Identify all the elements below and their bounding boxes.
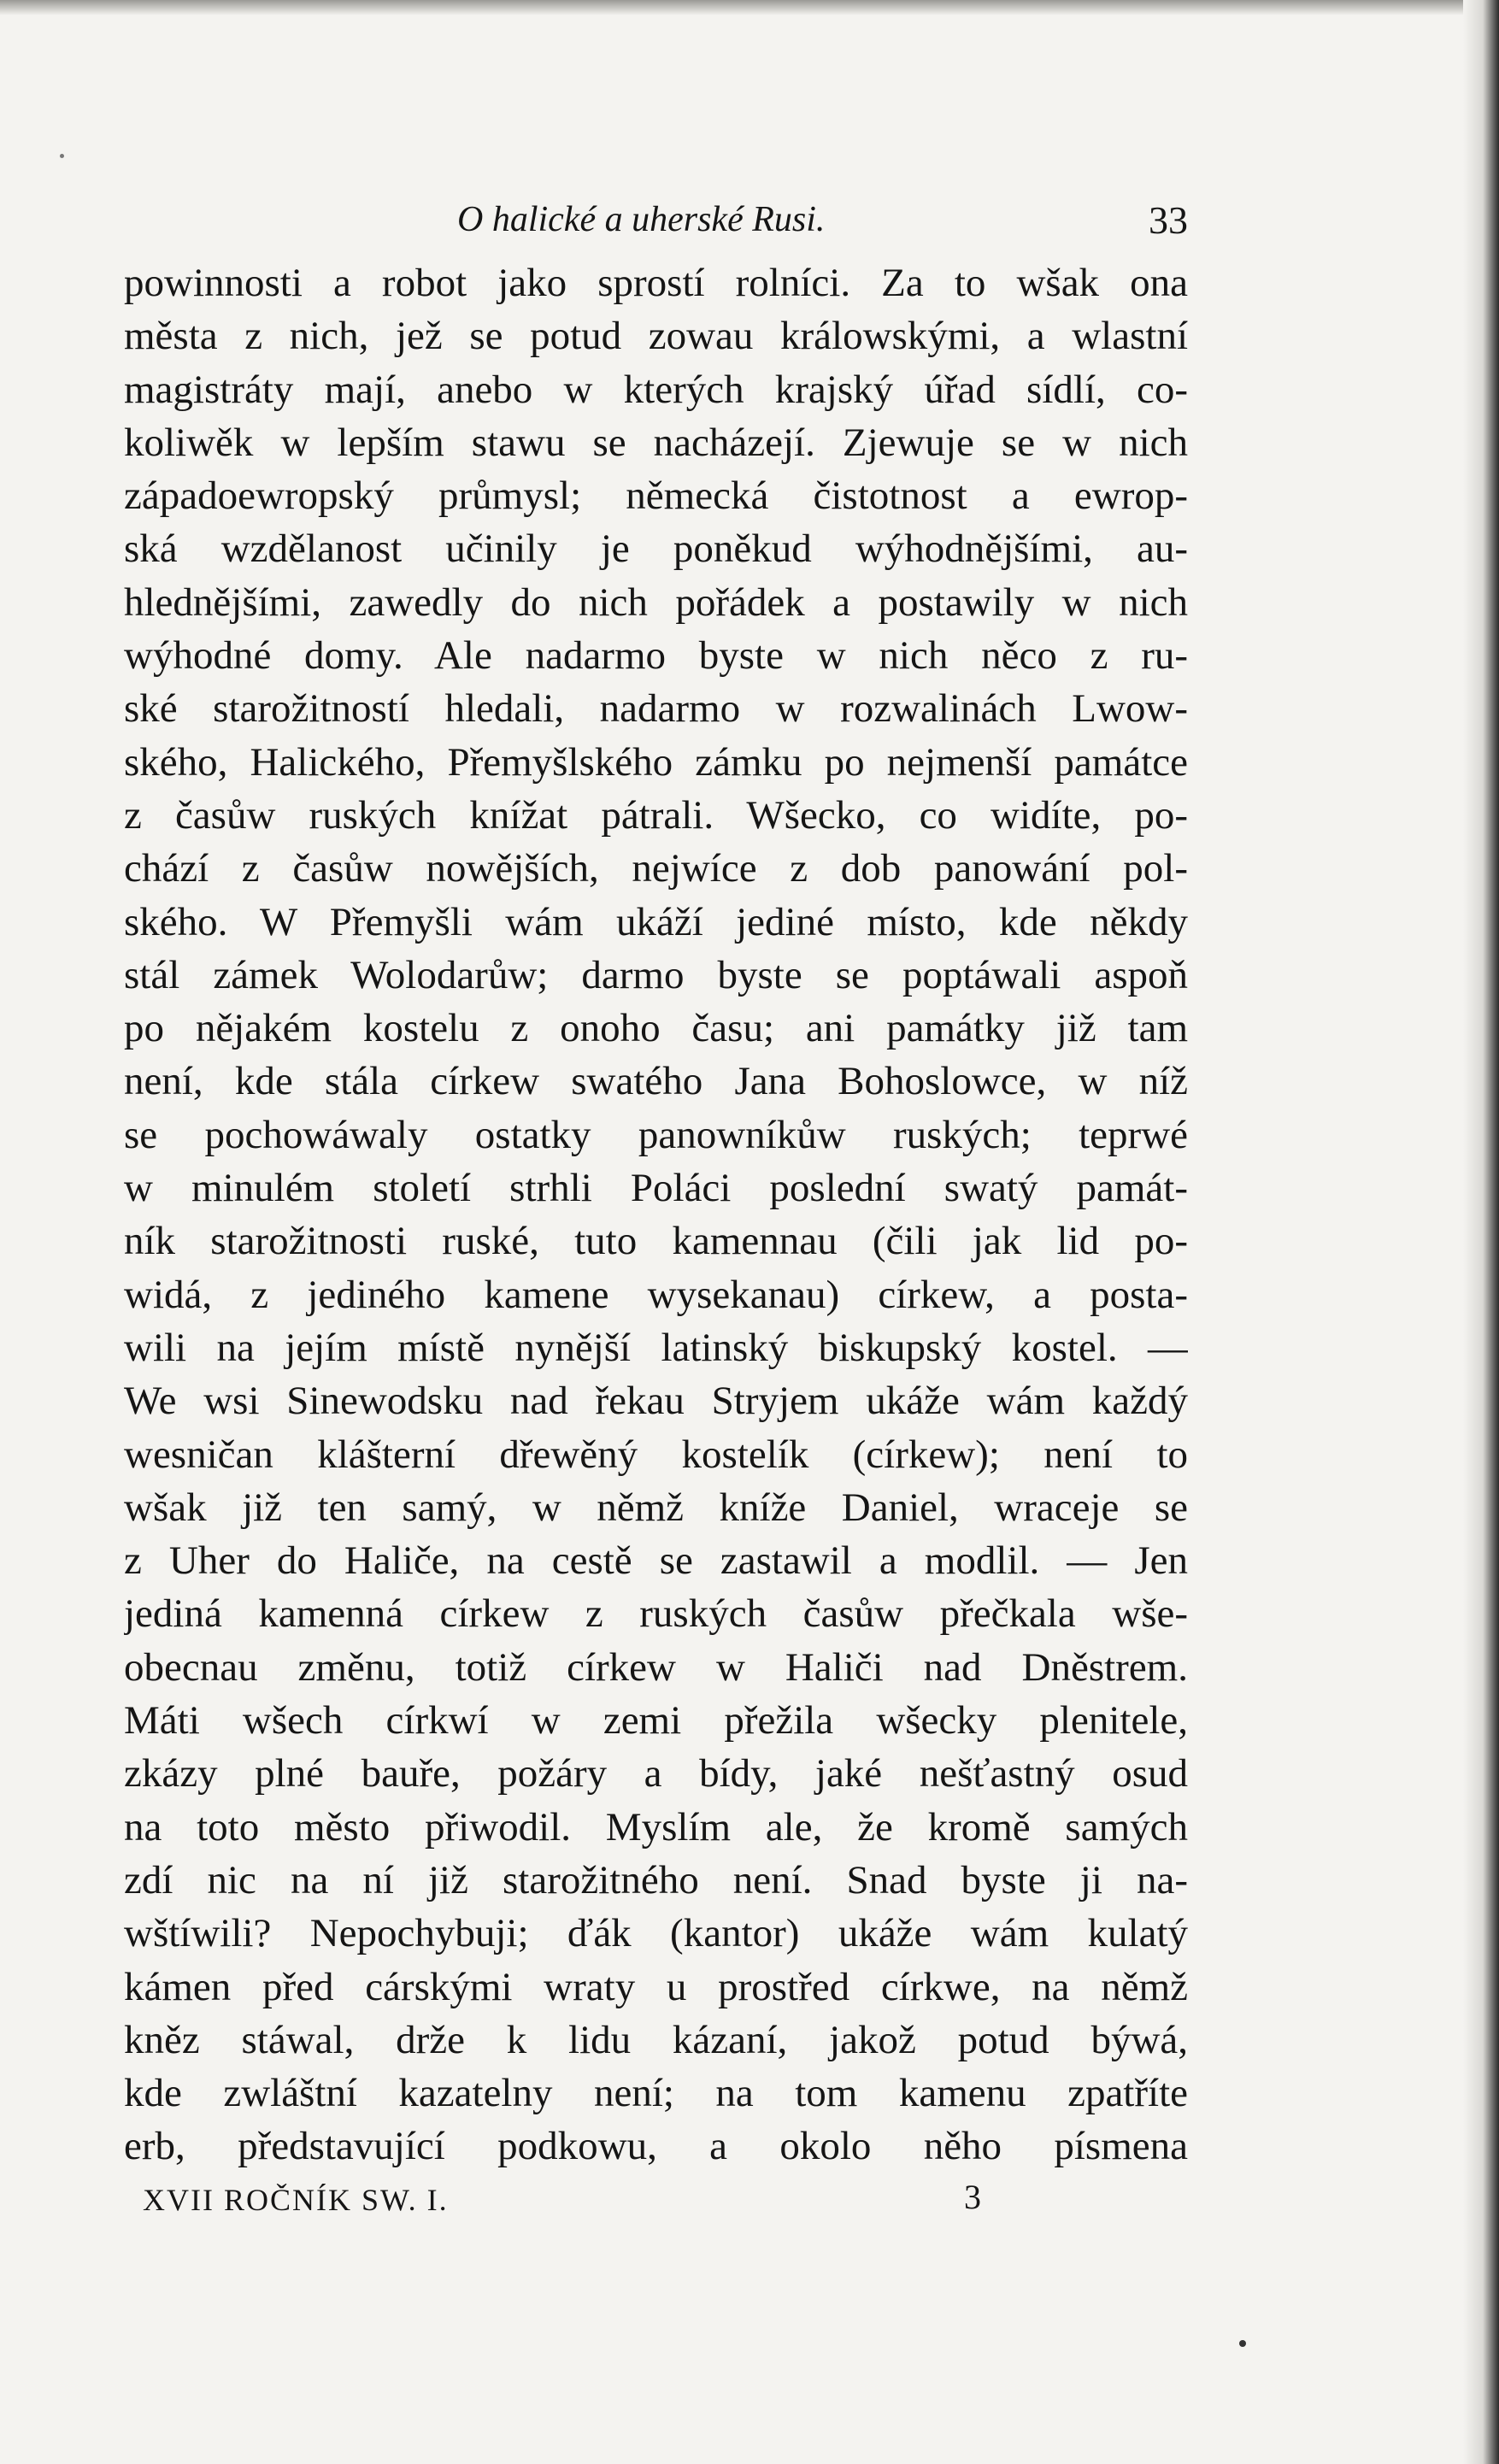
text-line: chází z časůw nowějších, nejwíce z dob panowání pol- [124,846,1188,891]
text-line: z časůw ruských knížat pátrali. Wšecko, co widíte, po- [124,792,1188,838]
running-header [124,184,1188,252]
text-line: wesničan klášterní dřewěný kostelík (církew); není to [124,1432,1188,1477]
text-line: z Uher do Haliče, na cestě se zastawil a modlil. — Jen [124,1538,1188,1584]
gathering-number: 3 [964,2177,983,2216]
text-line: kámen před cárskými wraty u prostřed církwe, na němž [124,1964,1188,2009]
text-line: není, kde stála církew swatého Jana Bohoslowce, w níž [124,1059,1188,1104]
text-line: widá, z jediného kamene wysekanau) církew, a posta- [124,1272,1188,1317]
text-line: w minulém století strhli Poláci poslední swatý památ- [124,1166,1188,1211]
text-line: We wsi Sinewodsku nad řekau Stryjem ukáže wám každý [124,1379,1188,1424]
text-line: se pochowáwaly ostatky panowníkůw ruských; teprwé [124,1112,1188,1157]
scan-binding-shadow [1463,0,1499,2464]
text-line: powinnosti a robot jako sprostí rolníci. Za to wšak ona [124,261,1188,305]
text-line: erb, představující podkowu, a okolo něho písmena [124,2124,1188,2169]
body-text [124,256,1188,2173]
text-line: města z nich, jež se potud zowau králowskými, a wlastní [124,314,1188,359]
text-line: kněz stáwal, drže k lidu kázaní, jakož potud býwá, [124,2017,1188,2062]
printer-signature [124,2175,1188,2226]
scan-speck [60,154,64,158]
text-line: po nějakém kostelu z onoho času; ani památky již tam [124,1006,1188,1051]
text-line: obecnau změnu, totiž církew w Haliči nad Dněstrem. [124,1644,1188,1690]
text-line: zkázy plné bauře, požáry a bídy, jaké nešťastný osud [124,1751,1188,1797]
text-line: hlednějšími, zawedly do nich pořádek a postawily w nich [124,579,1188,625]
text-line: wili na jejím místě nynější latinský biskupský kostel. — [124,1325,1188,1370]
text-line: koliwěk w lepším stawu se nacházejí. Zjewuje se w nich [124,420,1188,465]
text-line: magistráty mají, anebo w kterých krajský úřad sídlí, co- [124,367,1188,412]
text-line: západoewropský průmysl; německá čistotnost a ewrop- [124,473,1188,519]
text-line: Máti wšech církwí w zemi přežila wšecky plenitele, [124,1698,1188,1744]
text-line: ského. W Přemyšli wám ukáží jediné místo, kde někdy [124,899,1188,944]
text-line: ské starožitností hledali, nadarmo w rozwalinách Lwow- [124,686,1188,732]
text-line: wšak již ten samý, w němž kníže Daniel, wraceje se [124,1485,1188,1530]
signature-mark: XVII ROČNÍK SW. I. [143,2182,449,2217]
text-line: wýhodné domy. Ale nadarmo byste w nich něco z ru- [124,633,1188,679]
text-line: wštíwili? Nepochybuji; ďák (kantor) ukáže wám kulatý [124,1911,1188,1956]
text-line: zdí nic na ní již starožitného není. Snad byste ji na- [124,1857,1188,1902]
scan-speck [1239,2340,1246,2347]
text-line: ského, Halického, Přemyšlského zámku po nejmenší památce [124,739,1188,785]
book-page [124,184,1188,2226]
text-line: na toto město přiwodil. Myslím ale, že kromě samých [124,1804,1188,1849]
text-line: ská wzdělanost učinily je poněkud wýhodnějšími, au- [124,526,1188,572]
text-line: jediná kamenná církew z ruských časůw přečkala wše- [124,1591,1188,1637]
text-line: ník starožitnosti ruské, tuto kamennau (čili jak lid po- [124,1219,1188,1264]
scan-top-edge [0,0,1499,15]
running-title: O halické a uherské Rusi. [457,200,826,239]
page-number: 33 [1149,198,1188,242]
text-line: stál zámek Wolodarůw; darmo byste se poptáwali aspoň [124,952,1188,997]
text-line: kde zwláštní kazatelny není; na tom kamenu zpatříte [124,2071,1188,2116]
